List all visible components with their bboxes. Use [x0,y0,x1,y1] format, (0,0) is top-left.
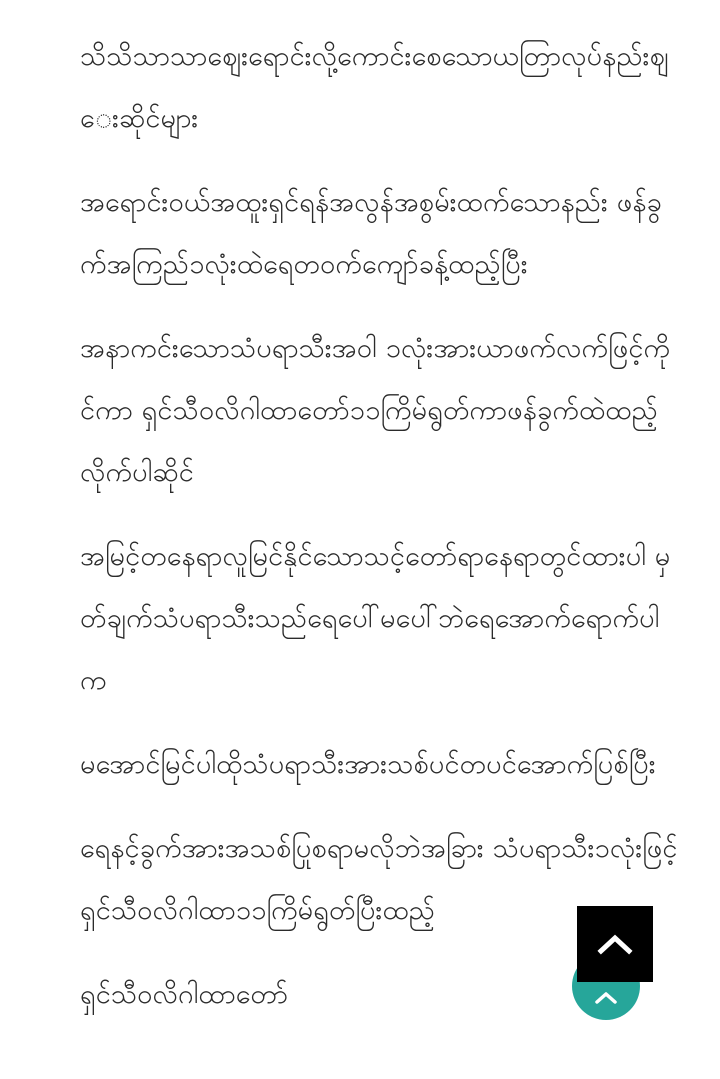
scroll-to-top-button[interactable] [577,906,653,982]
chevron-up-icon [597,933,633,955]
paragraph-7: ရှင်သီဝလိဂါထာတော် [80,979,289,1010]
chevron-up-icon [594,990,618,1004]
paragraph-6: ရေနင့်ခွက်အားအသစ်ပြုစရာမလိုဘဲအခြား သံပရာသီး၁လုံးဖြင့်ရှင်သီဝလိဂါထာ၁၁ကြိမ်ရွတ်ပြီးထည့် [80,833,678,926]
paragraph-4: အမြင့်တနေရာလူမြင်နိုင်သောသင့်တော်ရာနေရာတွင်ထားပါ မှတ်ချက်သံပရာသီးသည်ရေပေါ်မပေါ်ဘဲရေအောက်ရောက်ပါက [80,541,671,696]
paragraph-2: အရောင်းဝယ်အထူးရှင်ရန်အလွန်အစွမ်းထက်သောနည်း ဖန်ခွက်အကြည်၁လုံးထဲရေတဝက်ကျော်ခန့်ထည့်ပြီး [80,187,662,280]
article-body [80,26,680,1048]
paragraph-3: အနာကင်းသောသံပရာသီးအဝါ ၁လုံးအားယာဖက်လက်ဖြင့်ကိုင်ကာ ရှင်သီဝလိဂါထာတော်၁၁ကြိမ်ရွတ်ကာဖန်ခွက်ထဲထည့်လိုက်ပါဆိုင် [80,333,671,488]
paragraph-1: သိသိသာသာဈေးရောင်းလို့ကောင်းစေသောယတြာလုပ်နည်းဈေးဆိုင်များ [80,41,669,134]
paragraph-5: မအောင်မြင်ပါထိုသံပရာသီးအားသစ်ပင်တပင်အောက်ပြစ်ပြီး [80,749,656,780]
